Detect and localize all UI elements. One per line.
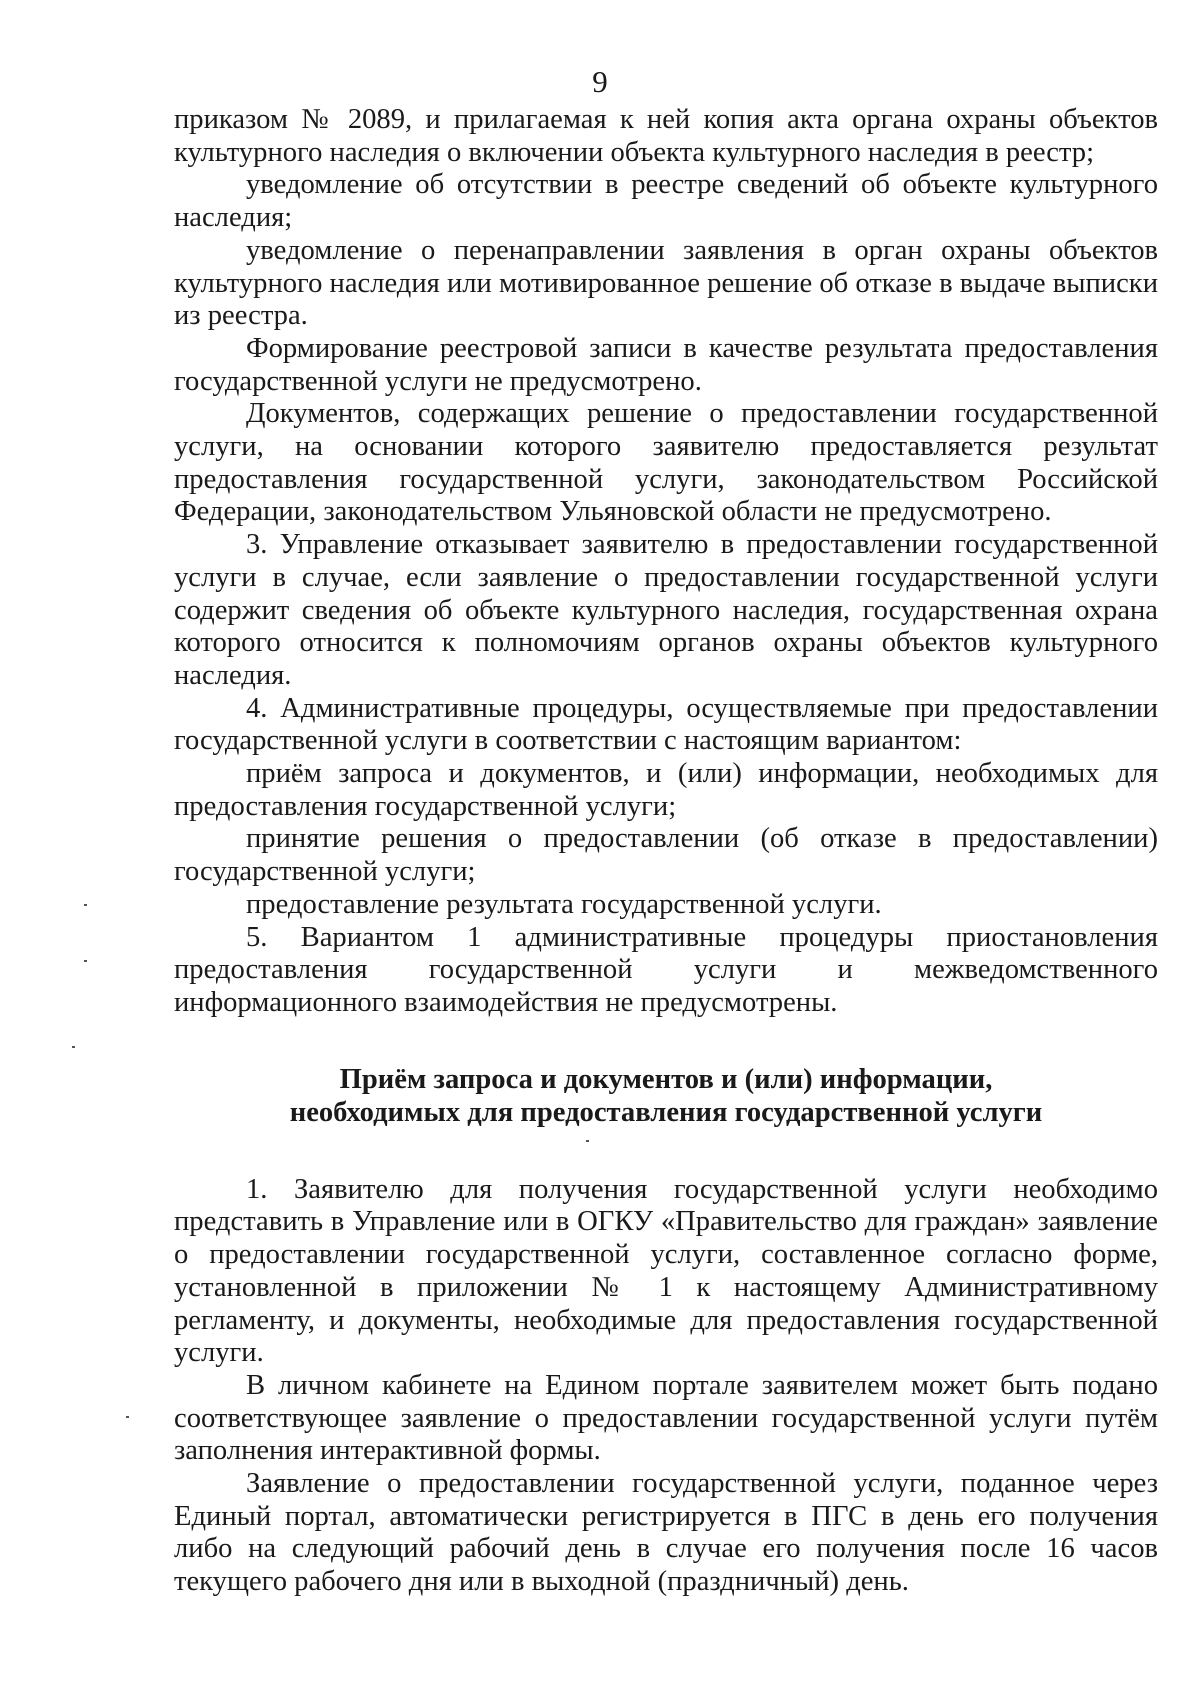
scan-speck: [126, 1416, 129, 1418]
section-heading: [174, 1063, 1158, 1129]
page-number: 9: [592, 64, 608, 99]
paragraph: Документов, содержащих решение о предоставлении государственной услуги, на основании которого заявителю предоставляется результат предоставления государственной услуги, законодательством Российской Федерации, законодательством Ульяновской области не предусмотрено.: [174, 398, 1158, 528]
paragraph: 4. Административные процедуры, осуществляемые при предоставлении государственной услуги в соответствии с настоящим вариантом:: [174, 692, 1158, 757]
section-heading-line-1: Приём запроса и документов и (или) информации,: [339, 1063, 993, 1095]
paragraph: предоставление результата государственной услуги.: [246, 888, 882, 920]
paragraph: принятие решения о предоставлении (об отказе в предоставлении) государственной услуги;: [174, 823, 1158, 888]
scan-speck: [84, 960, 87, 962]
scan-speck: [72, 1046, 75, 1048]
paragraph: Формирование реестровой записи в качестве результата предоставления государственной услуги не предусмотрено.: [174, 332, 1158, 397]
paragraph: приём запроса и документов, и (или) информации, необходимых для предоставления государственной услуги;: [174, 758, 1158, 822]
paragraph-continuation: приказом № 2089, и прилагаемая к ней копия акта органа охраны объектов культурного наследия о включении объекта культурного наследия в реестр;: [174, 104, 1158, 168]
paragraph: 3. Управление отказывает заявителю в предоставлении государственной услуги в случае, если заявление о предоставлении государственной услуги содержит сведения об объекте культурного наследия, государственная охрана которого относится к полномочиям органов охраны объектов культурного наследия.: [174, 529, 1158, 691]
paragraph: В личном кабинете на Едином портале заявителем может быть подано соответствующее заявление о предоставлении государственной услуги путём заполнения интерактивной формы.: [174, 1369, 1158, 1467]
document-body: [174, 104, 1158, 1599]
scan-speck: [84, 904, 87, 906]
paragraph: уведомление об отсутствии в реестре сведений об объекте культурного наследия;: [174, 169, 1158, 234]
scan-speck: [586, 1140, 589, 1142]
paragraph: 1. Заявителю для получения государственной услуги необходимо представить в Управление или в ОГКУ «Правительство для граждан» заявление о предоставлении государственной услуги, составленное согласно форме, установленной в приложении № 1 к настоящему Административному регламенту, и документы, необходимые для предоставления государственной услуги.: [174, 1173, 1158, 1369]
paragraph: уведомление о перенаправлении заявления в орган охраны объектов культурного наследия или мотивированное решение об отказе в выдаче выписки из реестра.: [174, 234, 1158, 332]
section-heading-line-2: необходимых для предоставления государственной услуги: [289, 1096, 1043, 1128]
paragraph: Заявление о предоставлении государственной услуги, поданное через Единый портал, автоматически регистрируется в ПГС в день его получения либо на следующий рабочий день в случае его получения после 16 часов текущего рабочего дня или в выходной (праздничный) день.: [174, 1468, 1158, 1598]
paragraph: 5. Вариантом 1 административные процедуры приостановления предоставления государственной услуги и межведомственного информационного взаимодействия не предусмотрены.: [174, 921, 1158, 1018]
